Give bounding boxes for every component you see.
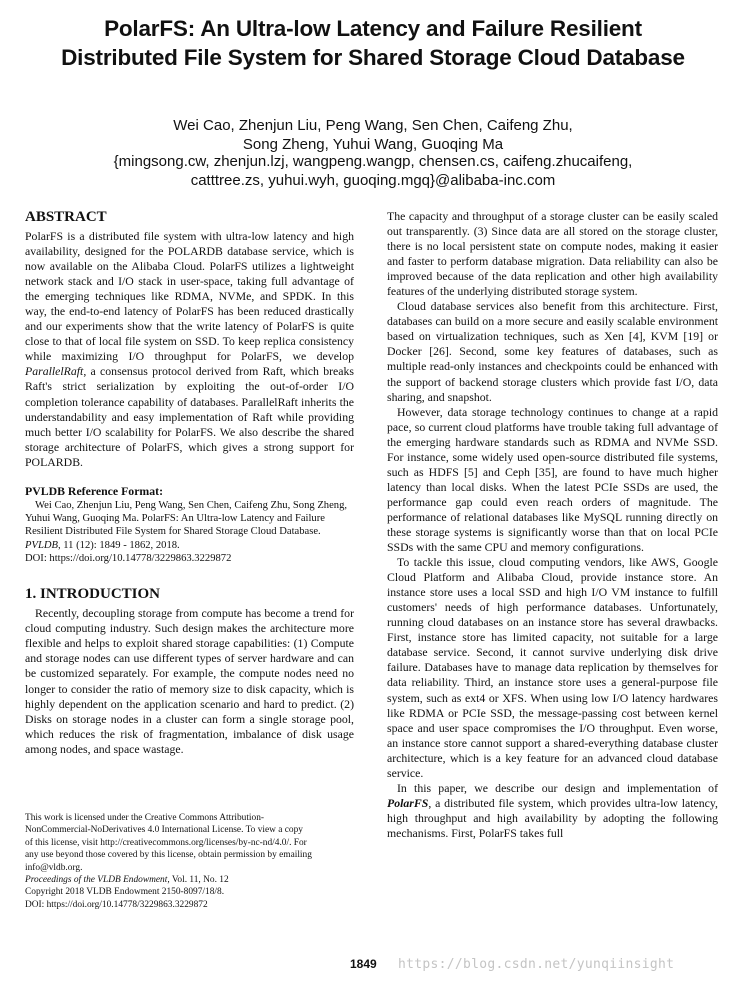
footnote-line-4: any use beyond those covered by this license, obtain permission by emailing: [25, 850, 312, 861]
introduction-paragraph-continued: The capacity and throughput of a storage cluster can be easily scaled out transparently. (3) Since data are all stored on the storage cluster, there is no local persistent state on compute nodes, making it easier and faster to perform database migration. Data reliability can also be improved because of the data replication and other high availability features of the underlying distributed storage system.: [387, 209, 718, 299]
author-emails: [0, 152, 746, 190]
emails-line-2: catttree.zs, yuhui.wyh, guoqing.mgq}@alibaba-inc.com: [190, 172, 556, 189]
introduction-paragraph-2: Cloud database services also benefit from this architecture. First, databases can build on a more secure and easily scalable environment based on virtualization techniques, such as Xen [4], KVM [19] or Docker [26]. Second, some key features of databases, such as multiple read-only instances and checkpoints could be enhanced with the support of backend storage clusters which provide fast I/O, data sharing, and snapshot.: [387, 299, 718, 404]
polarfs-term: PolarFS: [387, 795, 429, 810]
paragraph-5-part-2: , a distributed file system, which provides ultra-low latency, high throughput and high availability by adopting the following mechanisms. First, PolarFS takes full: [387, 795, 718, 840]
author-list: [0, 116, 746, 154]
reference-volume: , 11 (12): 1849 - 1862, 2018.: [57, 539, 180, 551]
emails-line-1: {mingsong.cw, zhenjun.lzj, wangpeng.wangp, chensen.cs, caifeng.zhucaifeng,: [113, 153, 633, 170]
watermark-url: https://blog.csdn.net/yunqiinsight: [398, 957, 675, 972]
footnote-line-5: info@vldb.org.: [25, 862, 83, 873]
footnote-copyright: Copyright 2018 VLDB Endowment 2150-8097/18/8.: [25, 887, 225, 898]
footnote-proceedings: [25, 874, 356, 886]
reference-doi: DOI: https://doi.org/10.14778/3229863.3229872: [25, 552, 232, 564]
license-footnote: [25, 812, 356, 911]
reference-format-heading: PVLDB Reference Format:: [25, 483, 164, 498]
introduction-heading: 1. INTRODUCTION: [25, 586, 161, 603]
reference-journal: PVLDB: [25, 539, 58, 551]
proceedings-title: Proceedings of the VLDB Endowment,: [25, 875, 170, 886]
paper-title: [0, 14, 746, 72]
footnote-line-1: This work is licensed under the Creative Commons Attribution-: [25, 813, 265, 823]
page-number: 1849: [350, 957, 377, 971]
abstract-text-part-1: PolarFS is a distributed file system with ultra-low latency and high availability, designed for the POLARDB database service, which is now available on the Alibaba Cloud. PolarFS utilizes a lightweight network stack and I/O stack in user-space, taking full advantage of the emerging techniques like RDMA, NVMe, and SPDK. In this way, the end-to-end latency of PolarFS has been reduced drastically and our experiments show that the write latency of PolarFS is quite close to that of local file system on SSD. To keep replica consistency while maximizing I/O throughput for PolarFS, we develop: [25, 229, 354, 364]
introduction-paragraph-3: However, data storage technology continues to change at a rapid pace, so current cloud platforms have trouble taking full advantage of the emerging hardware standards such as RDMA and NVMe SSD. For instance, some widely used open-source distributed file systems, such as HDFS [5] and Ceph [35], are found to have much higher latency than local disks. When the latest PCIe SSDs are used, the performance gap could even reach orders of magnitude. The performance of relational databases like MySQL running directly on these storage systems is significantly worse than that on local PCIe SSDs with the same CPU and memory configurations.: [387, 404, 718, 555]
footnote-line-2: NonCommercial-NoDerivatives 4.0 International License. To view a copy: [25, 825, 303, 836]
title-line-2: Distributed File System for Shared Storage Cloud Database: [61, 45, 685, 70]
right-column: [387, 209, 718, 841]
reference-citation: Wei Cao, Zhenjun Liu, Peng Wang, Sen Chen, Caifeng Zhu, Song Zheng, Yuhui Wang, Guoqing Ma. PolarFS: An Ultra-low Latency and Failure Resilient Distributed File System for Shared Storage Cloud Database.: [25, 499, 348, 538]
footnote-doi: DOI: https://doi.org/10.14778/3229863.3229872: [25, 899, 208, 910]
introduction-paragraph-5: [387, 781, 718, 841]
title-line-1: PolarFS: An Ultra-low Latency and Failure Resilient: [104, 16, 642, 41]
footnote-line-3: of this license, visit http://creativecommons.org/licenses/by-nc-nd/4.0/. For: [25, 837, 307, 848]
left-column: [25, 208, 354, 757]
abstract-text: [25, 229, 354, 470]
proceedings-volume: Vol. 11, No. 12: [169, 875, 229, 886]
abstract-heading: ABSTRACT: [25, 209, 107, 225]
introduction-paragraph-1: Recently, decoupling storage from compute has become a trend for cloud computing industry. Such design makes the architecture more flexible and helps to exploit shared storage capabilities: (1) Compute and storage nodes can use different types of server hardware and can be customized separately. For example, the compute nodes need no longer to consider the ratio of memory size to disk capacity, which is highly dependent on the application scenario and hard to predict. (2) Disks on storage nodes in a cluster can form a single storage pool, which reduces the risk of fragmentation, imbalance of disk usage among nodes, and space wastage.: [25, 606, 354, 756]
authors-line-2: Song Zheng, Yuhui Wang, Guoqing Ma: [242, 136, 504, 153]
authors-line-1: Wei Cao, Zhenjun Liu, Peng Wang, Sen Chen, Caifeng Zhu,: [173, 117, 573, 134]
introduction-paragraph-4: To tackle this issue, cloud computing vendors, like AWS, Google Cloud Platform and Alibaba Cloud, provide instance store. An instance store uses a local SSD and high I/O VM instance to fulfill customers' needs of high performance databases. Unfortunately, running cloud databases on an instance store has several drawbacks. First, instance store has limited capacity, not suitable for a large database service. Second, it cannot survive underlying disk drive failure. Databases have to manage data replication by themselves for data reliability. Third, an instance store uses a general-purpose file system, such as ext4 or XFS. When using low I/O latency hardwares like RDMA or PCIe SSD, the message-passing cost between kernel space and user space compromises the I/O throughput. Even worse, an instance store cannot support a shared-everything database cluster architecture, which is a key feature for an advanced cloud database service.: [387, 555, 718, 780]
abstract-parallelraft-term: ParallelRaft: [25, 364, 84, 379]
reference-format-text: [25, 499, 354, 565]
abstract-text-part-2: , a consensus protocol derived from Raft, which breaks Raft's strict serialization by exploiting the out-of-order I/O completion tolerance capability of databases. ParallelRaft inherits the understandability and easy implementation of Raft while providing much better I/O scalability for PolarFS. We also describe the shared storage architecture of PolarFS, which gives a strong support for POLARDB.: [25, 364, 354, 469]
paragraph-5-part-1: In this paper, we describe our design and implementation of: [397, 780, 718, 795]
